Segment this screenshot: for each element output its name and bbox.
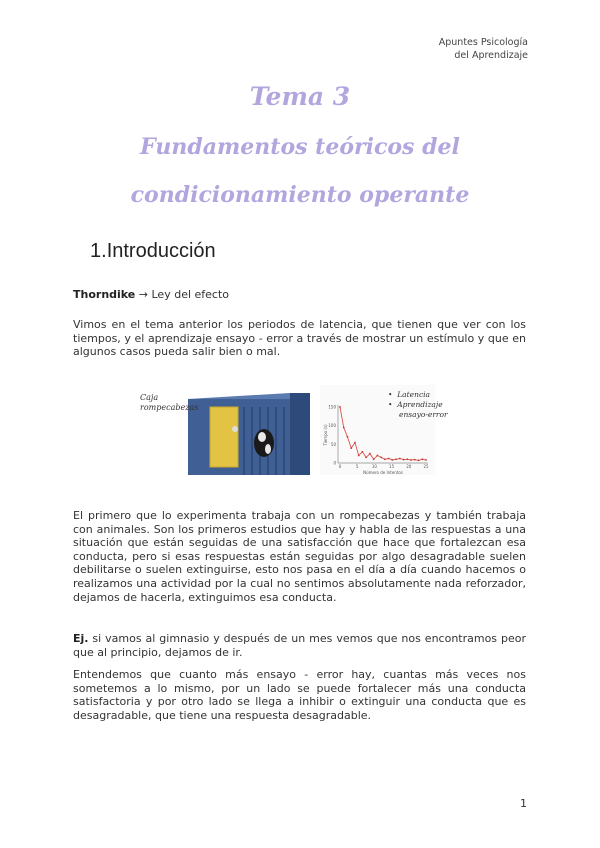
bullet-aprendizaje: Aprendizaje [397,400,443,409]
header-line-1: Apuntes Psicología [438,37,528,48]
title-line-1: Tema 3 [249,82,351,111]
curve-point [410,459,412,461]
example-bold: Ej. [73,632,89,645]
puzzle-box-label-2: rompecabezas [140,403,199,412]
puzzle-box-label-1: Caja [140,393,159,402]
curve-point [362,451,364,453]
curve-point [350,447,352,449]
curve-point [425,459,427,461]
figure-bullets [388,390,448,420]
curve-point [421,458,423,460]
bullet-latencia: Latencia [397,390,431,399]
y-tick-label: 150 [328,404,336,410]
curve-point [391,459,393,461]
curve-point [418,459,420,461]
curve-point [414,459,416,461]
curve-point [380,457,382,459]
header-line-2: del Aprendizaje [454,50,528,61]
y-axis-label: Tiempo (s) [323,424,328,446]
curve-point [358,455,360,457]
curve-point [365,457,367,459]
bullet-item-1: • Latencia [388,390,431,399]
y-tick-label: 0 [333,460,336,466]
x-tick-label: 0 [338,464,342,469]
x-tick-label: 25 [423,464,429,469]
curve-point [373,458,375,460]
curve-point [399,458,401,460]
intro-line [73,288,526,302]
paragraph-1: Vimos en el tema anterior los periodos de latencia, que tienen que ver con los tiempos, y el aprendizaje ensayo - error a través de mostrar un estímulo y que en algunos casos pueda salir bien o mal. [73,318,526,359]
x-tick-label: 10 [371,464,377,469]
curve-point [376,455,378,457]
puzzle-box-label [140,393,198,413]
curve-point [354,442,356,444]
title-line-3: condicionamiento operante [130,182,470,208]
x-tick-label: 15 [389,464,395,469]
example-rest: si vamos al gimnasio y después de un mes vemos que nos encontramos peor que al principio, dejamos de ir. [73,632,526,659]
x-axis-label: Número de Intentos [363,470,403,475]
header-note [439,36,528,62]
y-tick-label: 50 [330,441,336,447]
section-heading [90,240,216,263]
curve-point [369,453,371,455]
bullet-item-2: • Aprendizaje [388,400,443,409]
curve-point [388,458,390,460]
paragraph-2: El primero que lo experimenta trabaja con un rompecabezas y también trabaja con animales. Son los primeros estudios que hay y habla de las respuestas a una situación que están seguidas de una satisfacción que hace que fortalezcan esa conducta, pero si esas respuestas están seguidas por algo desagradable suelen debilitarse o suelen extinguirse, esto nos pasa en el día a día cuando hacemos o realizamos una actividad por la cual no sentimos absolutamente nada reforzador, dejamos de hacerla, extinguimos esa conducta. [73,509,526,604]
intro-arrow: → [138,288,148,301]
example-paragraph [73,632,526,659]
curve-point [395,458,397,460]
intro-bold: Thorndike [73,288,136,301]
title-line-2: Fundamentos teóricos del [140,134,460,160]
x-tick-label: 20 [406,464,412,469]
curve-point [406,458,408,460]
paragraph-3: Entendemos que cuanto más ensayo - error hay, cuantas más veces nos sometemos a lo mismo, por un lado se puede fortalecer más una conducta satisfactoria y por otro lado se llega a inhibir o extinguir una conducta que es desagradable, que tiene una respuesta desagradable. [73,668,526,722]
curve-point [343,427,345,429]
curve-point [347,436,349,438]
section-number: 1. [90,240,107,262]
curve-point [403,459,405,461]
curve-point [339,406,341,408]
section-title: Introducción [106,240,216,262]
page-number: 1 [520,797,527,810]
bullet-item-2b: ensayo-error [399,410,448,419]
puzzle-box-image [188,393,310,475]
x-tick-label: 5 [355,464,359,469]
curve-point [384,458,386,460]
y-tick-label: 100 [328,423,336,429]
intro-rest: Ley del efecto [151,288,230,301]
